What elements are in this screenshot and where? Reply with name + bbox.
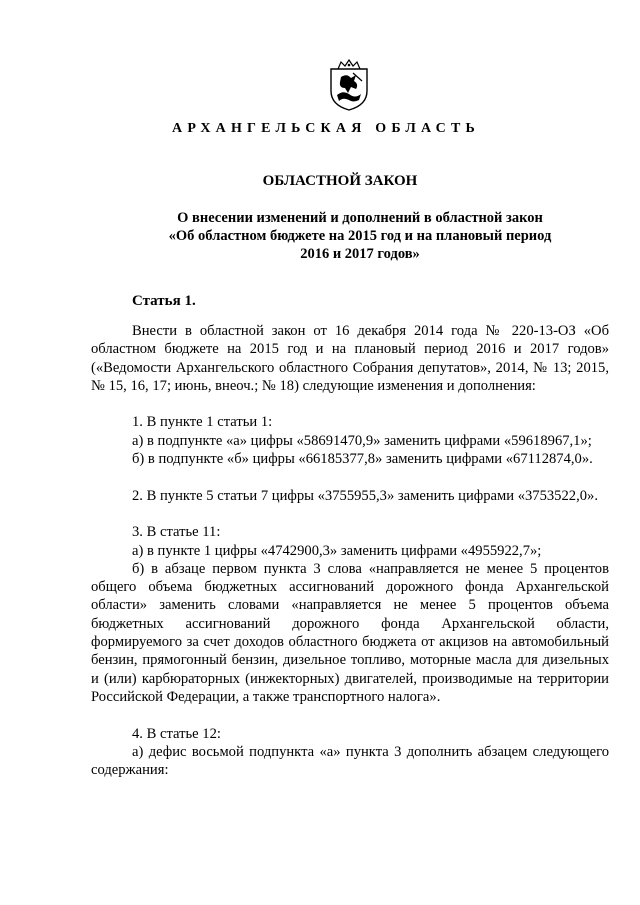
article-intro: Внести в областной закон от 16 декабря 2014 года № 220-13-ОЗ «Об областном бюджете на 2015 год и на плановый период 2016 и 2017 годов» («Ведомости Архангельского областного Собрания депутатов», 2014, № 13; 2015, № 15, 16, 17; июнь, внеоч.; № 18) следующие изменения и дополнения:: [91, 323, 609, 394]
article-body: [91, 322, 609, 779]
region-name: АРХАНГЕЛЬСКАЯ ОБЛАСТЬ: [172, 121, 480, 136]
item-2: 2. В пункте 5 статьи 7 цифры «3755955,3» заменить цифрами «3753522,0».: [132, 487, 598, 504]
law-title-line: О внесении изменений и дополнений в областной закон: [177, 210, 543, 226]
law-title-line: «Об областном бюджете на 2015 год и на плановый период: [168, 228, 552, 244]
item-4-heading: 4. В статье 12:: [132, 725, 221, 742]
item-1-subpoint-b: б) в подпункте «б» цифры «66185377,8» заменить цифрами «67112874,0».: [132, 451, 593, 468]
item-3-heading: 3. В статье 11:: [132, 524, 221, 541]
law-type: ОБЛАСТНОЙ ЗАКОН: [262, 173, 418, 189]
arkhangelsk-coat-of-arms-icon: [329, 59, 369, 111]
law-title: [80, 209, 640, 263]
item-1-subpoint-a: а) в подпункте «а» цифры «58691470,9» заменить цифрами «59618967,1»;: [132, 432, 592, 449]
item-3-subpoint-a: а) в пункте 1 цифры «4742900,3» заменить цифрами «4955922,7»;: [132, 542, 542, 559]
item-3-subpoint-b: б) в абзаце первом пункта 3 слова «направляется не менее 5 процентов общего объема бюджетных ассигнований дорожного фонда Архангельской области» заменить словами «направляется не менее 5 процентов объема бюджетных ассигнований дорожного фонда Архангельской области, формируемого за счет доходов областного бюджета от акцизов на автомобильный бензин, прямогонный бензин, дизельное топливо, моторные масла для дизельных и (или) карбюраторных (инжекторных) двигателей, производимые на территории Российской Федерации, а также транспортного налога».: [91, 560, 609, 705]
item-4-subpoint-a: а) дефис восьмой подпункта «а» пункта 3 дополнить абзацем следующего содержания:: [91, 743, 609, 779]
item-1-heading: 1. В пункте 1 статьи 1:: [132, 414, 273, 431]
law-title-line: 2016 и 2017 годов»: [300, 246, 420, 262]
article-heading: Статья 1.: [132, 293, 196, 309]
